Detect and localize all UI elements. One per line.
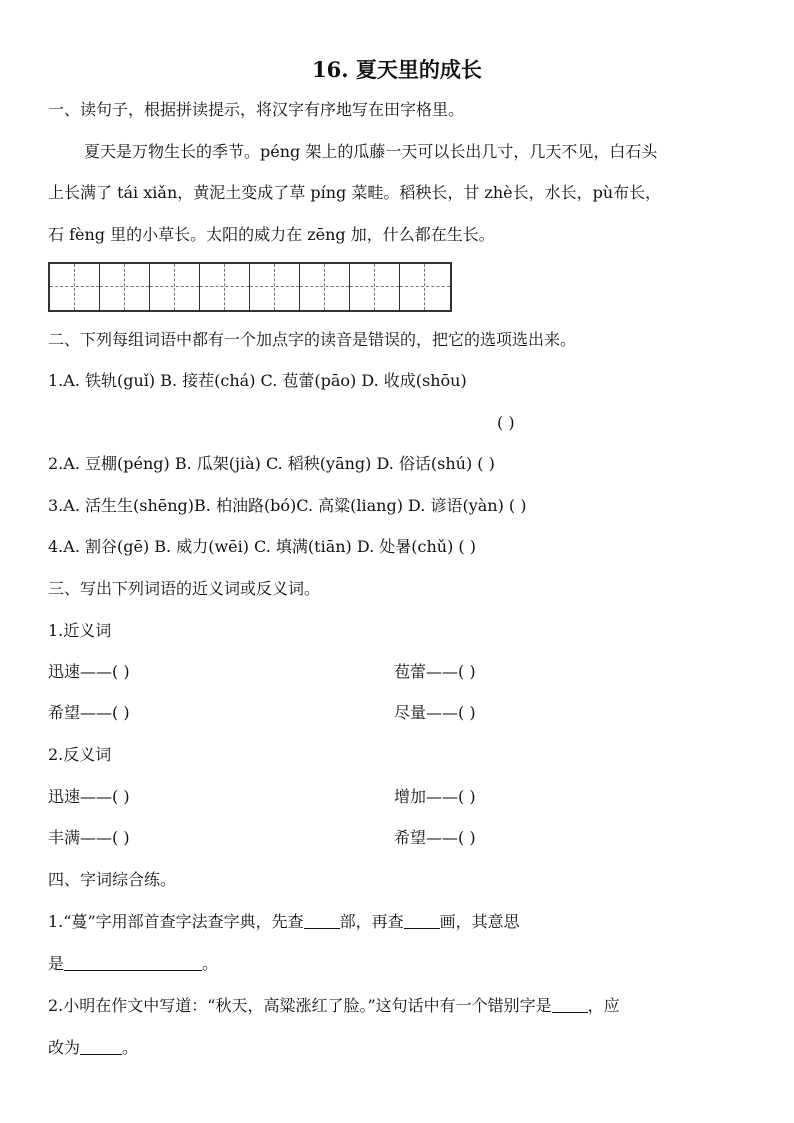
tianzige-cell[interactable] — [350, 264, 400, 310]
passage-line-1: 夏天是万物生长的季节。péng 架上的瓜藤一天可以长出几寸，几天不见，白石头 — [84, 142, 658, 161]
question-4-1-text: 部，再查 — [339, 912, 404, 931]
antonym-item: 增加——( ) — [394, 787, 476, 806]
question-2-1: 1.A. 铁轨(guǐ) B. 接茬(chá) C. 苞蕾(pāo) D. 收成(shōu) — [48, 371, 467, 390]
tianzige-grid — [48, 262, 452, 312]
tianzige-cell[interactable] — [200, 264, 250, 310]
meaning-blank[interactable] — [64, 954, 202, 971]
question-4-2-text: 2.小明在作文中写道：“秋天，高粱涨红了脸。”这句话中有一个错别字是 — [48, 996, 552, 1015]
tianzige-cell[interactable] — [150, 264, 200, 310]
question-4-2-text: 。 — [122, 1038, 139, 1057]
tianzige-cell[interactable] — [250, 264, 300, 310]
question-4-1-text: 1.“蔓”字用部首查字法查字典，先查 — [48, 912, 304, 931]
section2-heading: 二、下列每组词语中都有一个加点字的读音是错误的，把它的选项选出来。 — [48, 330, 577, 349]
question-4-1-text: 是 — [48, 954, 65, 973]
question-4-1-line-2 — [48, 953, 218, 975]
antonym-subheading: 2.反义词 — [48, 745, 112, 764]
question-4-1-text: 。 — [202, 954, 219, 973]
antonym-item: 希望——( ) — [394, 828, 476, 847]
synonym-item: 希望——( ) — [48, 703, 130, 722]
synonym-subheading: 1.近义词 — [48, 621, 112, 640]
passage-line-3: 石 fèng 里的小草长。太阳的威力在 zēng 加，什么都在生长。 — [48, 225, 495, 244]
question-4-2-text: 改为 — [48, 1038, 81, 1057]
section4-heading: 四、字词综合练。 — [48, 870, 177, 889]
question-4-2-text: ，应 — [587, 996, 620, 1015]
question-2-3: 3.A. 活生生(shēng)B. 柏油路(bó)C. 高粱(liang) D. 谚语(yàn) ( ) — [48, 496, 527, 515]
section3-heading: 三、写出下列词语的近义词或反义词。 — [48, 579, 321, 598]
synonym-item: 迅速——( ) — [48, 662, 130, 681]
tianzige-cell[interactable] — [400, 264, 450, 310]
stroke-count-blank[interactable] — [404, 912, 440, 929]
antonym-item: 丰满——( ) — [48, 828, 130, 847]
tianzige-cell[interactable] — [100, 264, 150, 310]
tianzige-cell[interactable] — [50, 264, 100, 310]
section1-heading: 一、读句子，根据拼读提示，将汉字有序地写在田字格里。 — [48, 100, 465, 119]
question-4-1-line-1 — [48, 911, 520, 933]
page-title: 16. 夏天里的成长 — [312, 57, 482, 82]
wrong-char-blank[interactable] — [552, 996, 588, 1013]
synonym-item: 苞蕾——( ) — [394, 662, 476, 681]
question-4-1-text: 画，其意思 — [439, 912, 520, 931]
passage-line-2: 上长满了 tái xiǎn，黄泥土变成了草 píng 菜畦。稻秧长，甘 zhè长，水长，pù布长， — [48, 183, 662, 202]
tianzige-cell[interactable] — [300, 264, 350, 310]
synonym-item: 尽量——( ) — [394, 703, 476, 722]
correct-char-blank[interactable] — [80, 1038, 122, 1055]
radical-blank[interactable] — [304, 912, 340, 929]
question-4-2-line-1 — [48, 995, 620, 1017]
question-4-2-line-2 — [48, 1037, 138, 1059]
question-2-2: 2.A. 豆棚(péng) B. 瓜架(jià) C. 稻秧(yāng) D. 俗话(shú) ( ) — [48, 454, 495, 473]
question-2-1-answer-paren[interactable]: ( ) — [497, 413, 515, 432]
antonym-item: 迅速——( ) — [48, 787, 130, 806]
question-2-4: 4.A. 割谷(gē) B. 威力(wēi) C. 填满(tiān) D. 处暑(chǔ) ( ) — [48, 537, 477, 556]
